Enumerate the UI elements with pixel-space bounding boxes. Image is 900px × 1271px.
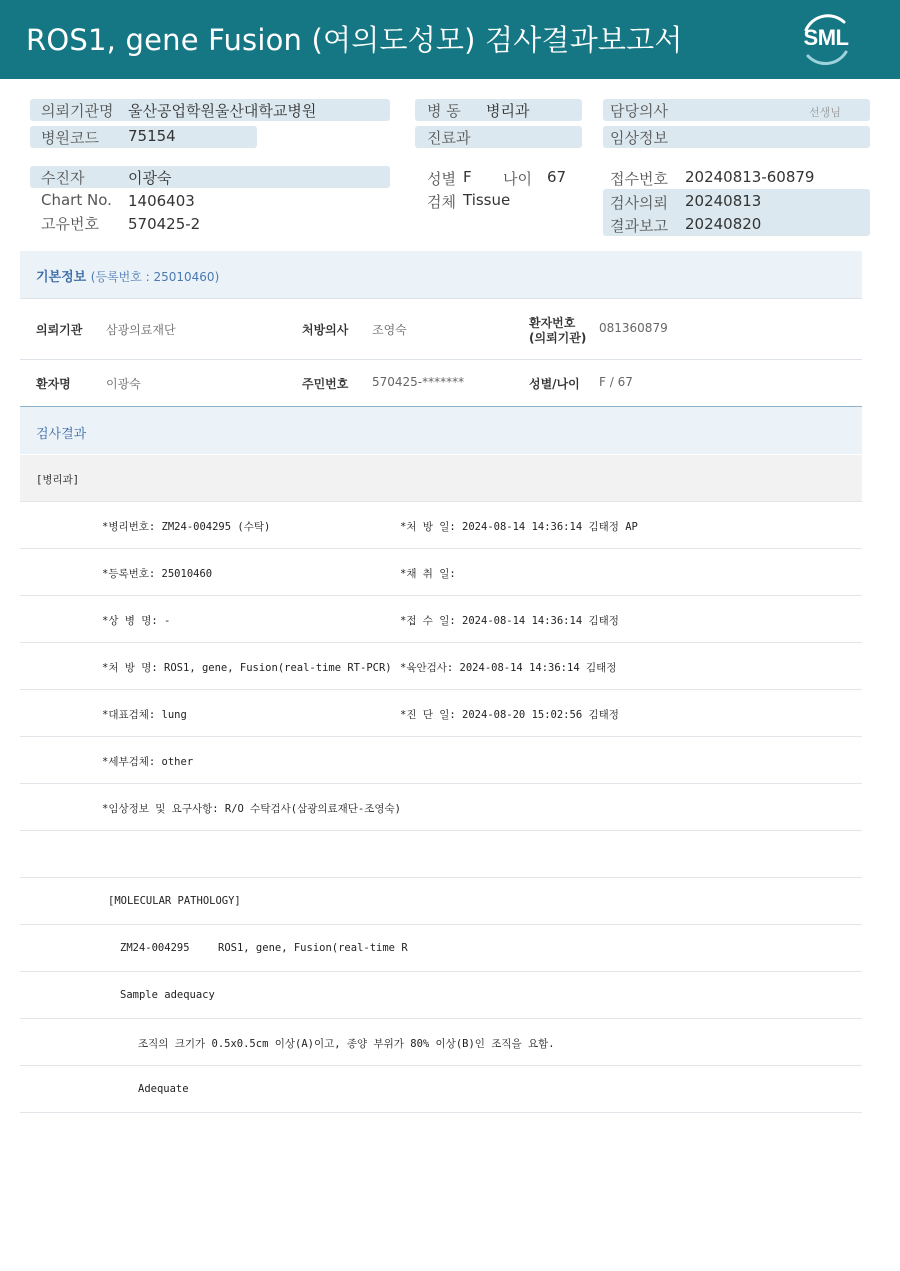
specimen-label: 검체	[427, 193, 456, 211]
divider	[20, 359, 862, 360]
molecular-title: [MOLECULAR PATHOLOGY]	[108, 895, 241, 907]
basic-info-title	[36, 266, 219, 285]
test-request-label: 검사의뢰	[610, 194, 668, 212]
basic-info-title-text: 기본정보	[36, 270, 87, 285]
sex-value: F	[463, 168, 472, 186]
institution-value: 울산공업학원울산대학교병원	[128, 102, 317, 120]
ward-value: 병리과	[486, 102, 530, 120]
patient-label: 수진자	[41, 169, 85, 187]
result-left: *임상정보 및 요구사항: R/O 수탁검사(삼광의료재단-조영숙)	[102, 803, 402, 815]
patient-no-label-1: 환자번호	[529, 316, 576, 330]
result-row	[20, 502, 862, 549]
sex-age-label: 성별/나이	[529, 377, 580, 391]
results-band	[20, 407, 862, 454]
specimen-value: Tissue	[463, 191, 511, 209]
test-request-value: 20240813	[685, 192, 762, 210]
result-left: *병리번호: ZM24-004295 (수탁)	[102, 521, 271, 533]
prescriber-value: 조영숙	[372, 323, 407, 337]
criteria-text: 조직의 크기가 0.5x0.5cm 이상(A)이고, 종양 부위가 80% 이상(B)인 조직을 요함.	[138, 1038, 555, 1050]
sample-adequacy-row	[20, 972, 862, 1019]
ward-label: 병 동	[427, 102, 461, 120]
result-right: *진 단 일: 2024-08-20 15:02:56 김태정	[400, 709, 619, 721]
result-right: *접 수 일: 2024-08-14 14:36:14 김태정	[400, 615, 619, 627]
logo-text: SML	[803, 25, 849, 50]
department-row	[20, 455, 862, 502]
doctor-label: 담당의사	[610, 102, 668, 120]
patient-name-label: 환자명	[36, 377, 71, 391]
criteria-row	[20, 1019, 862, 1066]
sex-label: 성별	[427, 170, 456, 188]
report-header	[0, 0, 900, 79]
resident-no-label: 주민번호	[302, 377, 349, 391]
result-row	[20, 690, 862, 737]
hospital-code-value: 75154	[128, 127, 176, 145]
receipt-no-value: 20240813-60879	[685, 168, 815, 186]
department-label: 진료과	[427, 129, 471, 147]
result-report-label: 결과보고	[610, 217, 668, 235]
age-value: 67	[547, 168, 567, 186]
chart-no-value: 1406403	[128, 192, 195, 210]
chart-no-label: Chart No.	[41, 191, 112, 209]
patient-no-value: 081360879	[599, 321, 668, 335]
prescriber-label: 처방의사	[302, 323, 349, 337]
requesting-inst-value: 삼광의료재단	[106, 323, 176, 337]
clinical-info-label: 임상정보	[610, 129, 668, 147]
result-row	[20, 596, 862, 643]
adequacy-value: Adequate	[138, 1083, 189, 1095]
result-report-value: 20240820	[685, 215, 762, 233]
molecular-id: ZM24-004295	[120, 942, 190, 954]
sex-age-value: F / 67	[599, 375, 633, 389]
divider	[20, 298, 862, 299]
result-right: *채 취 일:	[400, 568, 456, 580]
result-row	[20, 643, 862, 690]
unique-no-label: 고유번호	[41, 215, 99, 233]
department-heading: [병리과]	[36, 474, 80, 486]
molecular-test-row	[20, 925, 862, 972]
blank-row	[20, 831, 862, 878]
result-left: *상 병 명: -	[102, 615, 171, 627]
resident-no-value: 570425-*******	[372, 375, 465, 389]
result-right: *처 방 일: 2024-08-14 14:36:14 김태정 AP	[400, 521, 638, 533]
result-row	[20, 549, 862, 596]
result-left: *대표검체: lung	[102, 709, 187, 721]
molecular-title-row	[20, 878, 862, 925]
unique-no-value: 570425-2	[128, 215, 201, 233]
patient-no-label-2: (의뢰기관)	[529, 331, 587, 345]
result-left: *처 방 명: ROS1, gene, Fusion(real-time RT-PCR)	[102, 662, 392, 674]
hospital-code-label: 병원코드	[41, 129, 99, 147]
molecular-test: ROS1, gene, Fusion(real-time R	[218, 942, 408, 954]
results-title: 검사결과	[36, 427, 87, 442]
sample-adequacy-label: Sample adequacy	[120, 989, 215, 1001]
age-label: 나이	[503, 170, 532, 188]
patient-value: 이광숙	[128, 169, 172, 187]
sml-logo	[796, 12, 856, 68]
result-row	[20, 784, 862, 831]
result-row	[20, 737, 862, 784]
result-right: *육안검사: 2024-08-14 14:36:14 김태정	[400, 662, 617, 674]
doctor-suffix: 선생님	[809, 106, 841, 119]
basic-info-subtitle: (등록번호 : 25010460)	[90, 270, 220, 284]
receipt-no-label: 접수번호	[610, 170, 668, 188]
result-left: *등록번호: 25010460	[102, 568, 213, 580]
adequacy-row	[20, 1066, 862, 1113]
requesting-inst-label: 의뢰기관	[36, 323, 83, 337]
institution-label: 의뢰기관명	[41, 102, 114, 120]
patient-name-value: 이광숙	[106, 377, 141, 391]
report-title: ROS1, gene Fusion (여의도성모) 검사결과보고서	[26, 23, 683, 57]
result-left: *세부검체: other	[102, 756, 194, 768]
